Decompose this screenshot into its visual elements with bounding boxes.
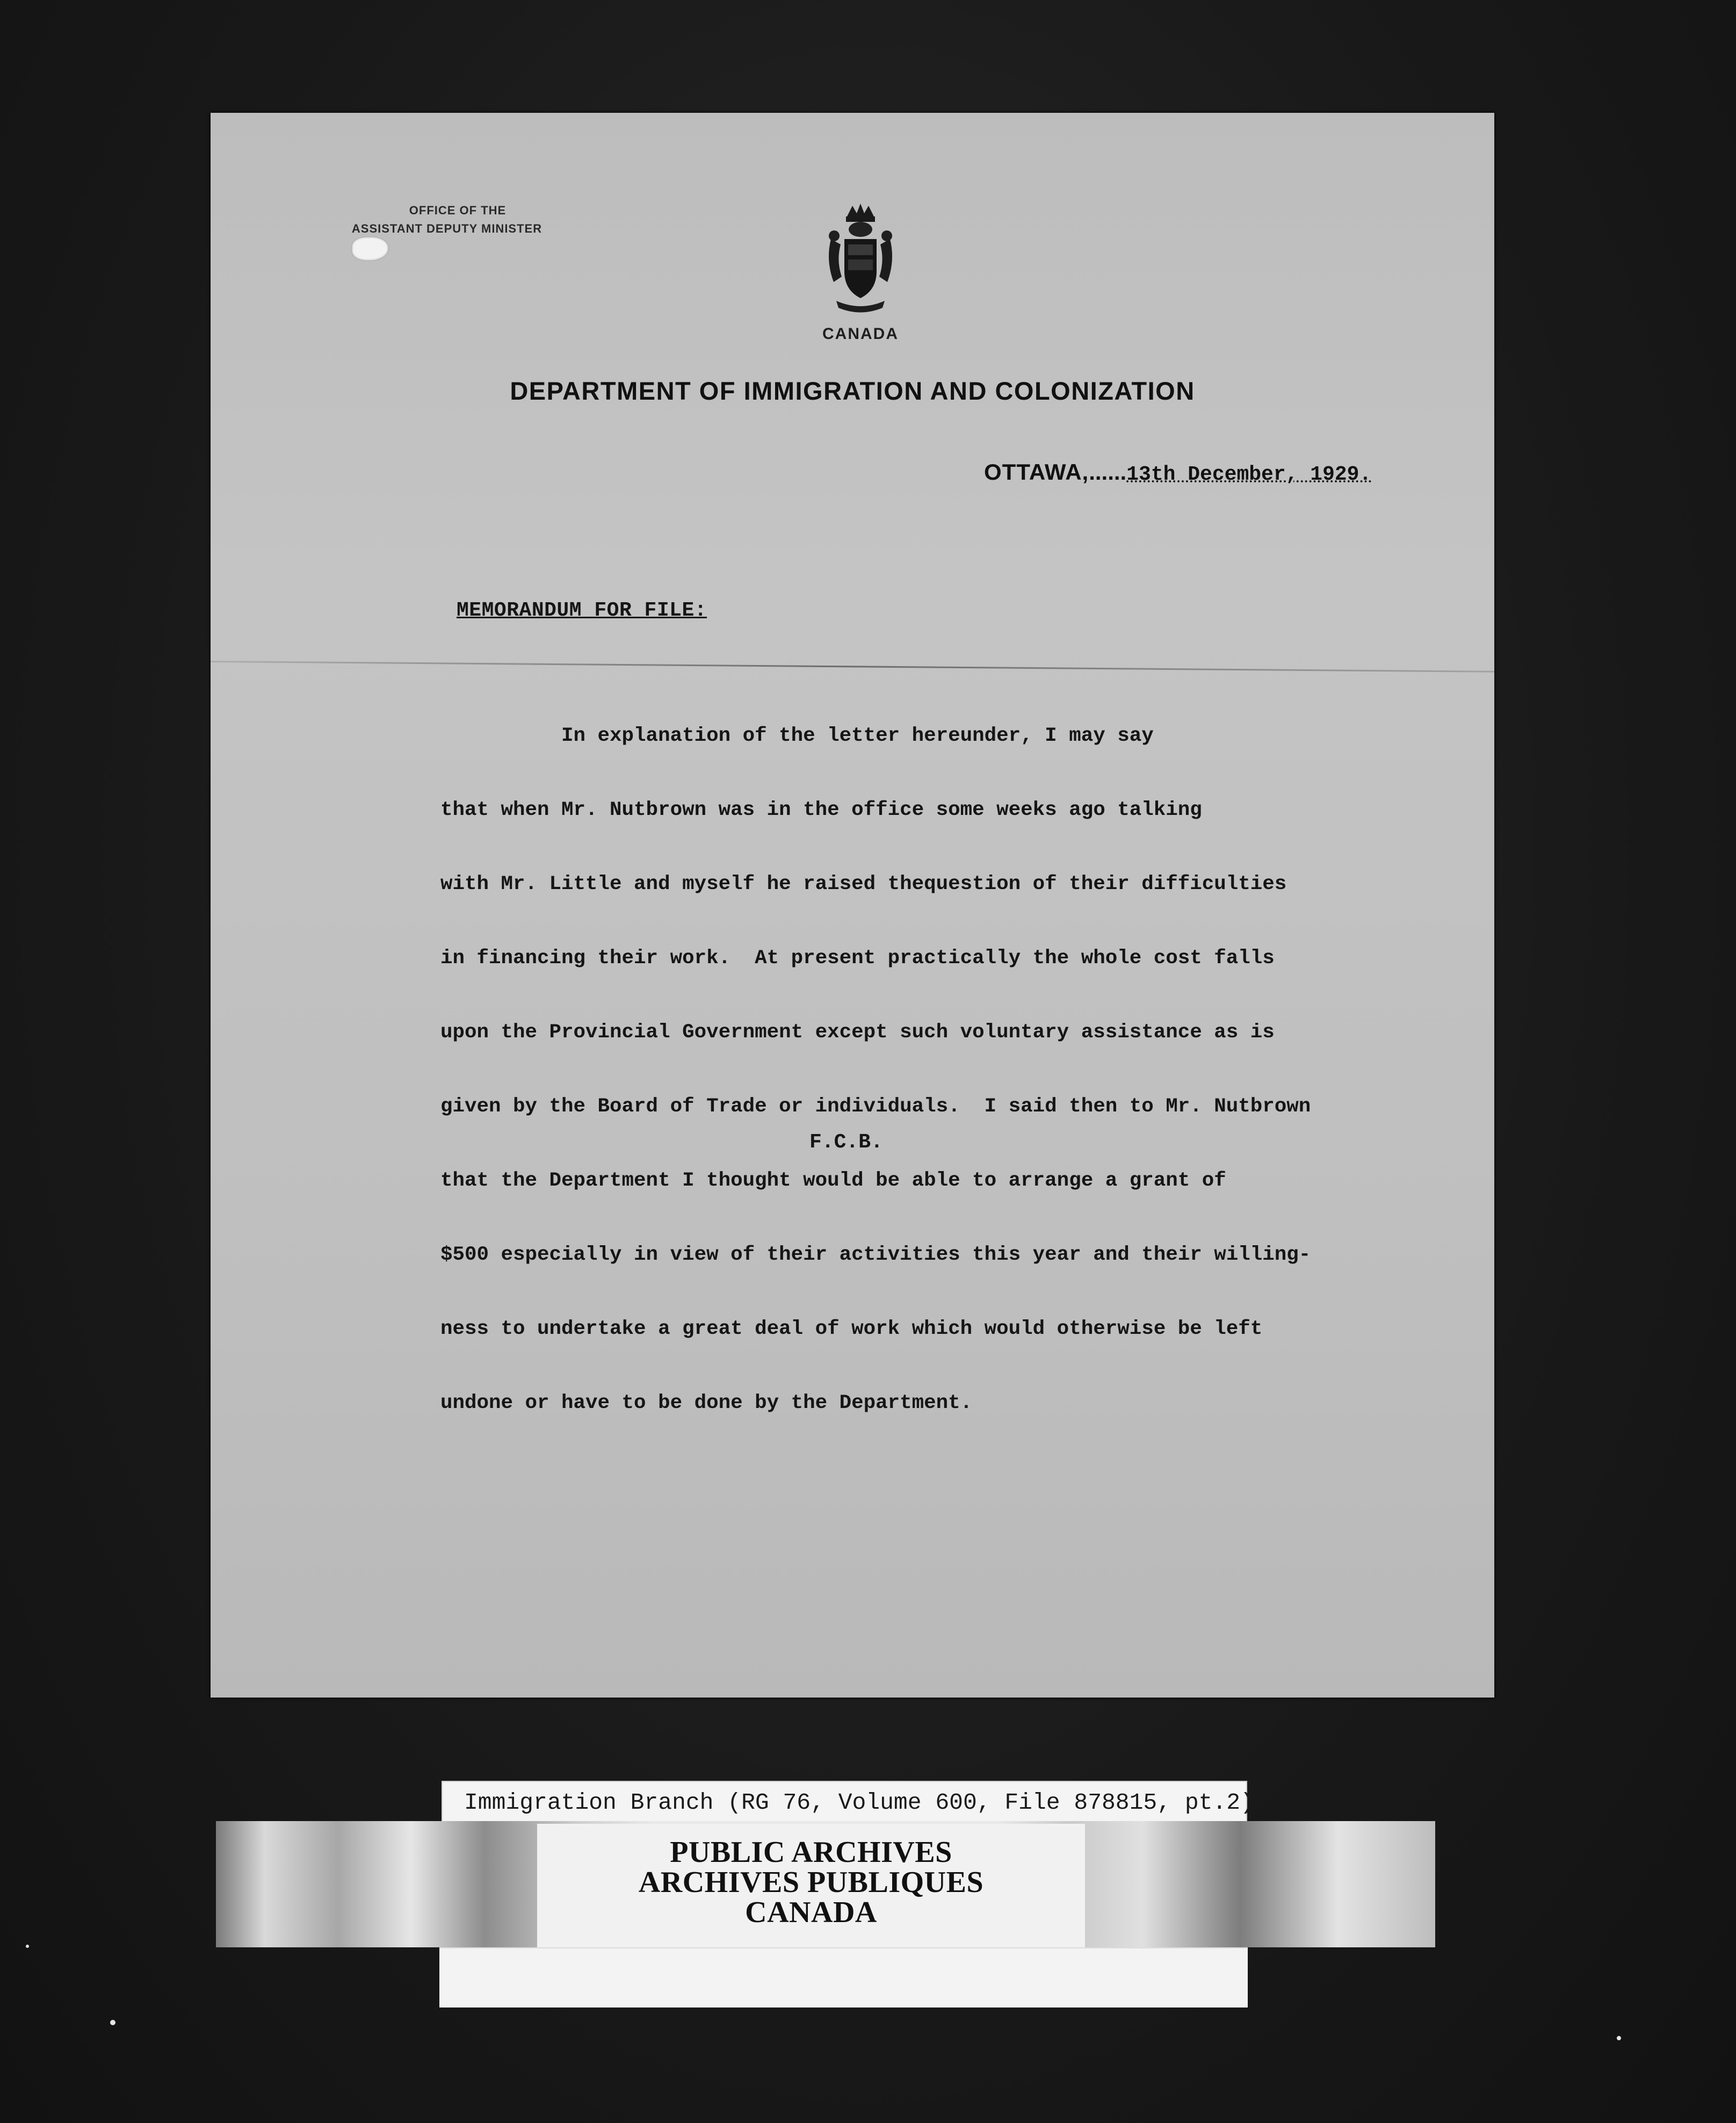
dateline <box>984 459 1457 486</box>
dateline-leader: ...... <box>1089 459 1127 485</box>
memo-line: with Mr. Little and myself he raised thequestion of their difficulties <box>440 873 1287 896</box>
film-speck <box>110 2020 115 2025</box>
archive-stamp-text <box>537 1837 1085 1927</box>
stamp-line-1: PUBLIC ARCHIVES <box>670 1836 952 1869</box>
memo-body <box>440 674 1461 1465</box>
memo-line: given by the Board of Trade or individuals. I said then to Mr. Nutbrown <box>440 1095 1311 1118</box>
stamp-line-2: ARCHIVES PUBLIQUES <box>638 1866 984 1899</box>
blank-label-strip <box>439 1947 1248 2008</box>
film-speck <box>26 1945 29 1948</box>
memo-line: that the Department I thought would be able to arrange a grant of <box>440 1169 1226 1192</box>
memo-line: undone or have to be done by the Department. <box>440 1392 973 1414</box>
coat-of-arms-icon <box>815 201 906 320</box>
memo-line: in financing their work. At present practically the whole cost falls <box>440 947 1275 970</box>
fold-line <box>211 661 1494 673</box>
archive-stamp <box>537 1824 1085 1953</box>
office-heading <box>296 201 597 238</box>
memo-line: that when Mr. Nutbrown was in the office some weeks ago talking <box>440 799 1202 821</box>
memo-line: $500 especially in view of their activities this year and their willing- <box>440 1244 1311 1266</box>
dateline-city: OTTAWA, <box>984 459 1089 485</box>
dateline-date: 13th December, 1929. <box>1126 463 1372 486</box>
punch-hole <box>351 236 389 261</box>
document-page <box>211 113 1494 1698</box>
memo-line: ness to undertake a great deal of work which would otherwise be left <box>440 1318 1263 1340</box>
signature-initials: F.C.B. <box>809 1131 883 1154</box>
film-speck <box>1617 2036 1621 2040</box>
stamp-line-3: CANADA <box>745 1896 877 1929</box>
department-title: DEPARTMENT OF IMMIGRATION AND COLONIZATION <box>510 377 1195 405</box>
memo-heading: MEMORANDUM FOR FILE: <box>457 599 707 622</box>
office-line-2: ASSISTANT DEPUTY MINISTER <box>351 222 542 236</box>
archive-reference-text: Immigration Branch (RG 76, Volume 600, File 878815, pt.2) <box>464 1789 1254 1816</box>
country-label: CANADA <box>822 325 899 343</box>
memo-line: In explanation of the letter hereunder, I may say <box>440 725 1154 747</box>
archive-reference-label <box>442 1781 1254 1823</box>
memo-line: upon the Provincial Government except such voluntary assistance as is <box>440 1021 1275 1044</box>
office-line-1: OFFICE OF THE <box>409 204 507 217</box>
